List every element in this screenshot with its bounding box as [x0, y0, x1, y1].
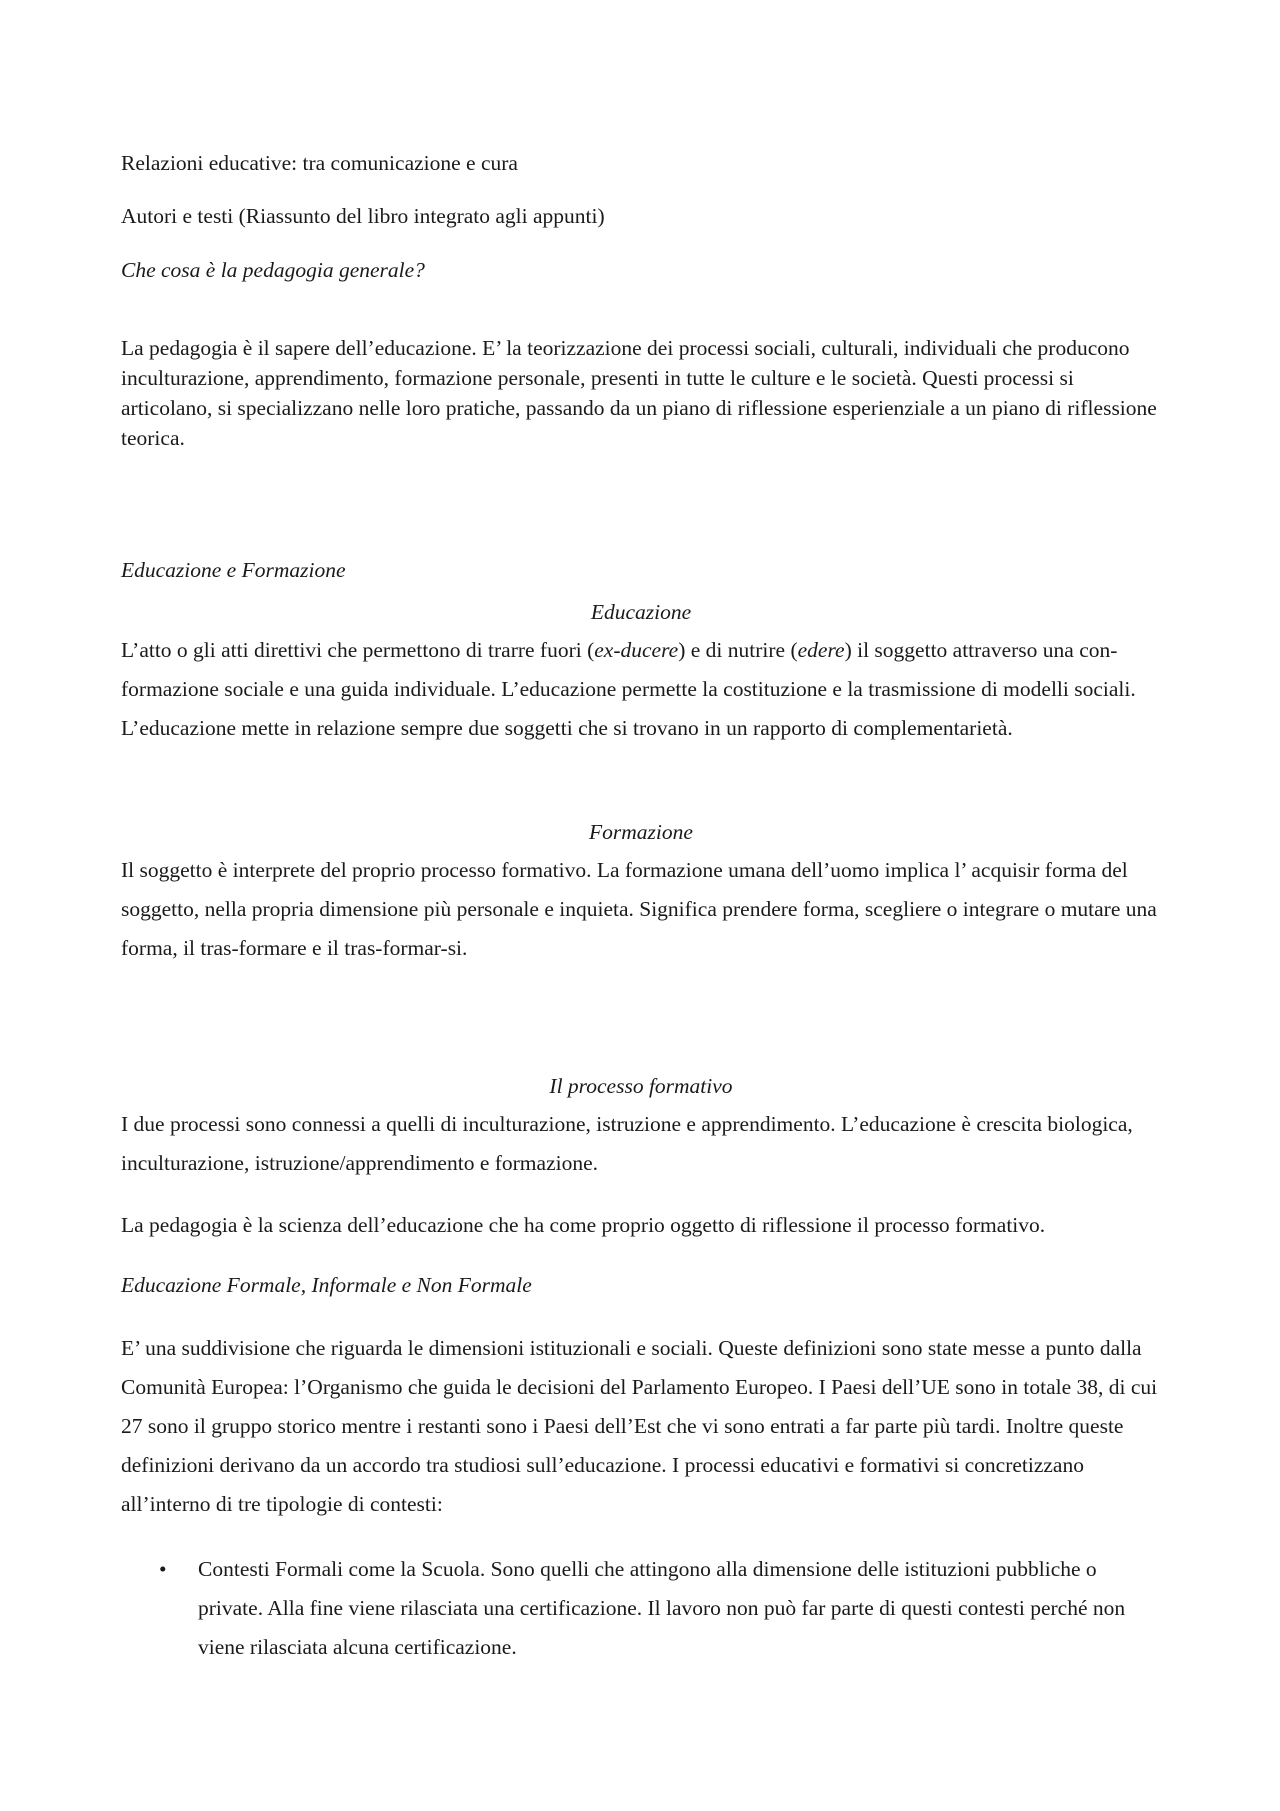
section-heading-formale: Educazione Formale, Informale e Non Formale	[121, 1273, 532, 1297]
pedagogia-scienza-paragraph: La pedagogia è la scienza dell’educazione che ha come proprio oggetto di riflessione il processo formativo.	[121, 1213, 1046, 1237]
heading-educazione: Educazione	[590, 600, 692, 624]
formale-paragraph: E’ una suddivisione che riguarda le dimensioni istituzionali e sociali. Queste definizioni sono state messe a punto dalla Comunità Europea: l’Organismo che guida le decisioni del Parlamento Europeo. I Paesi dell’UE sono in totale 38, di cui 27 sono il gruppo storico mentre i restanti sono i Paesi dell’Est che vi sono entrati a far parte più tardi. Inoltre queste definizioni derivano da un accordo tra studiosi sull’educazione. I processi educativi e formativi si concretizzano all’interno di tre tipologie di contesti:	[121, 1336, 1158, 1516]
question-heading: Che cosa è la pedagogia generale?	[121, 258, 425, 282]
bullet-marker: •	[159, 1557, 167, 1581]
processo-paragraph: I due processi sono connessi a quelli di inculturazione, istruzione e apprendimento. L’educazione è crescita biologica, inculturazione, istruzione/apprendimento e formazione.	[121, 1112, 1133, 1175]
section-heading-educazione-formazione: Educazione e Formazione	[121, 558, 346, 582]
educazione-text-3: ) il soggetto attraverso una con-formazione sociale e una guida individuale. L’educazione permette la costituzione e la trasmissione di modelli sociali. L’educazione mette in relazione sempre due soggetti che si trovano in un rapporto di complementarietà.	[121, 638, 1136, 740]
intro-paragraph: La pedagogia è il sapere dell’educazione. E’ la teorizzazione dei processi sociali, culturali, individuali che producono inculturazione, apprendimento, formazione personale, presenti in tutte le culture e le società. Questi processi si articolano, si specializzano nelle loro pratiche, passando da un piano di riflessione esperienziale a un piano di riflessione teorica.	[121, 336, 1157, 450]
list-item	[121, 1550, 1161, 1667]
term-ex-ducere: ex-ducere	[594, 638, 679, 662]
heading-processo-formativo: Il processo formativo	[549, 1074, 733, 1098]
document-subtitle: Autori e testi (Riassunto del libro integrato agli appunti)	[121, 204, 605, 228]
educazione-paragraph	[121, 631, 1161, 748]
educazione-text-1: L’atto o gli atti direttivi che permettono di trarre fuori (	[121, 638, 595, 662]
formazione-paragraph: Il soggetto è interprete del proprio processo formativo. La formazione umana dell’uomo implica l’ acquisir forma del soggetto, nella propria dimensione più personale e inquieta. Significa prendere forma, scegliere o integrare o mutare una forma, il tras-formare e il tras-formar-si.	[121, 858, 1157, 960]
document-title: Relazioni educative: tra comunicazione e cura	[121, 151, 518, 175]
term-edere: edere	[797, 638, 845, 662]
list-item-text: Contesti Formali come la Scuola. Sono quelli che attingono alla dimensione delle istituzioni pubbliche o private. Alla fine viene rilasciata una certificazione. Il lavoro non può far parte di questi contesti perché non viene rilasciata alcuna certificazione.	[198, 1557, 1126, 1659]
heading-formazione: Formazione	[589, 820, 693, 844]
educazione-text-2: ) e di nutrire (	[678, 638, 798, 662]
